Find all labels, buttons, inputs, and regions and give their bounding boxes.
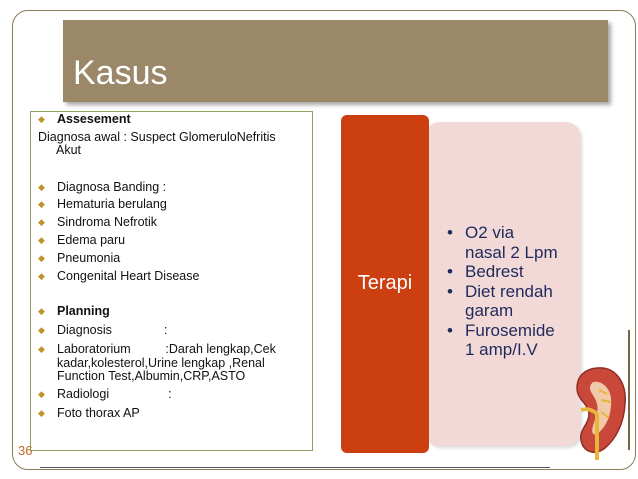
- list-item-continuation: Function Test,Albumin,CRP,ASTO: [57, 369, 246, 383]
- title-bar: [63, 20, 608, 102]
- assessment-heading: Assesement: [57, 112, 131, 126]
- terapi-list: [447, 223, 558, 360]
- terapi-item: • O2 via nasal 2 Lpm: [447, 223, 558, 262]
- bullet-icon: •: [447, 281, 453, 301]
- bullet-icon: ◆: [38, 344, 45, 354]
- terapi-item: • Bedrest: [447, 262, 524, 281]
- list-item: Diagnosis :: [57, 323, 168, 337]
- list-item: Laboratorium :Darah lengkap,Cek: [57, 342, 276, 356]
- bullet-icon: •: [447, 223, 453, 242]
- list-item: Foto thorax AP: [57, 406, 140, 420]
- bullet-icon: •: [447, 262, 453, 281]
- bullet-icon: ◆: [38, 182, 45, 192]
- list-item-continuation: kadar,kolesterol,Urine lengkap ,Renal: [57, 356, 265, 370]
- list-item: Edema paru: [57, 233, 126, 247]
- bullet-icon: ◆: [38, 114, 45, 124]
- list-item: Congenital Heart Disease: [57, 269, 200, 283]
- list-item: Diagnosa Banding :: [57, 180, 167, 194]
- bullet-icon: ◆: [38, 325, 45, 335]
- terapi-label: Terapi: [357, 272, 413, 294]
- kidney-icon: [567, 360, 629, 460]
- planning-heading: Planning: [57, 304, 110, 318]
- bullet-icon: ◆: [38, 271, 45, 281]
- slide-title: Kasus: [73, 54, 168, 92]
- list-item: Hematuria berulang: [57, 197, 167, 211]
- bullet-icon: ◆: [38, 408, 45, 418]
- page-number: 36: [18, 443, 33, 458]
- diagnosis-text: Diagnosa awal : Suspect GlomeruloNefritis: [38, 130, 276, 144]
- list-item: Pneumonia: [57, 251, 121, 265]
- bullet-icon: ◆: [38, 306, 45, 316]
- bullet-icon: ◆: [38, 235, 45, 245]
- terapi-item: • Furosemide 1 amp/I.V: [447, 320, 555, 359]
- footer-divider: [40, 467, 550, 468]
- terapi-label-box: [341, 115, 429, 453]
- terapi-item: • Diet rendah garam: [447, 281, 553, 320]
- list-item: Sindroma Nefrotik: [57, 215, 158, 229]
- bullet-icon: ◆: [38, 389, 45, 399]
- diagnosis-text: Akut: [56, 143, 82, 157]
- bullet-icon: ◆: [38, 199, 45, 209]
- list-item: Radiologi :: [57, 387, 172, 401]
- bullet-icon: ◆: [38, 253, 45, 263]
- bullet-icon: •: [447, 320, 453, 340]
- bullet-icon: ◆: [38, 217, 45, 227]
